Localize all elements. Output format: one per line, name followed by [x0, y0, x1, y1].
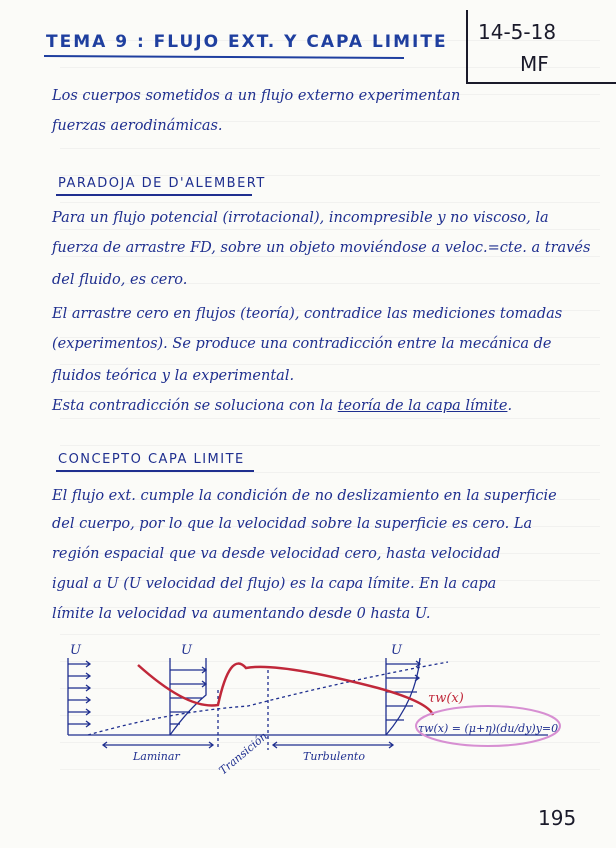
paragraph-line: Para un flujo potencial (irrotacional), incompresible y no viscoso, la [52, 210, 549, 226]
paragraph-line: (experimentos). Se produce una contradicción entre la mecánica de [52, 336, 552, 352]
paragraph-line: región espacial que va desde velocidad cero, hasta velocidad [52, 546, 501, 562]
u-label-turbulent: U [391, 643, 402, 658]
paragraph-line: igual a U (U velocidad del flujo) es la capa límite. En la capa [52, 576, 497, 592]
date: 14-5-18 [478, 20, 557, 44]
section-heading-underline [56, 194, 252, 196]
turbulent-label: Turbulento [303, 750, 365, 763]
text-suffix: . [507, 398, 513, 414]
shear-formula: τw(x) = (μ+η)(du/dy)y=0 [418, 722, 559, 735]
paragraph-line: del cuerpo, por lo que la velocidad sobre la superficie es cero. La [52, 516, 533, 532]
section-heading-capa-limite: CONCEPTO CAPA LIMITE [58, 452, 245, 467]
paragraph-line: límite la velocidad va aumentando desde 0 hasta U. [52, 606, 431, 622]
paragraph-line: fuerza de arrastre FD, sobre un objeto moviéndose a veloc.=cte. a través [52, 240, 591, 256]
paragraph-line-last [52, 398, 592, 414]
u-label-inlet: U [70, 643, 81, 658]
intro-line-1: Los cuerpos sometidos a un flujo externo experimentan [52, 88, 461, 104]
page-title: TEMA 9 : FLUJO EXT. Y CAPA LIMITE [46, 32, 448, 52]
paragraph-line: El flujo ext. cumple la condición de no deslizamiento en la superficie [52, 488, 557, 504]
header-divider-vertical [466, 10, 468, 82]
paragraph-line: El arrastre cero en flujos (teoría), contradice las mediciones tomadas [52, 306, 563, 322]
laminar-label: Laminar [133, 750, 180, 763]
tau-w-label: τw(x) [428, 691, 464, 706]
paragraph-line: del fluido, es cero. [52, 272, 188, 288]
inflow-arrows [68, 661, 90, 727]
section-heading-underline [56, 470, 254, 472]
section-heading-dalembert: PARADOJA DE D'ALEMBERT [58, 176, 266, 191]
u-label-laminar: U [181, 643, 192, 658]
page-number: 195 [538, 806, 577, 830]
intro-line-2: fuerzas aerodinámicas. [52, 118, 223, 134]
transition-label: Transición [216, 729, 270, 778]
capa-limite-term: teoría de la capa límite [337, 398, 508, 414]
wall-shear-curve [138, 664, 433, 715]
header-divider-horizontal [466, 82, 616, 84]
boundary-layer-diagram [48, 640, 568, 785]
text-prefix: Esta contradicción se soluciona con la [52, 398, 338, 414]
initials: MF [520, 52, 549, 76]
laminar-profile-arrows [170, 667, 206, 724]
paragraph-line: fluidos teórica y la experimental. [52, 368, 295, 384]
